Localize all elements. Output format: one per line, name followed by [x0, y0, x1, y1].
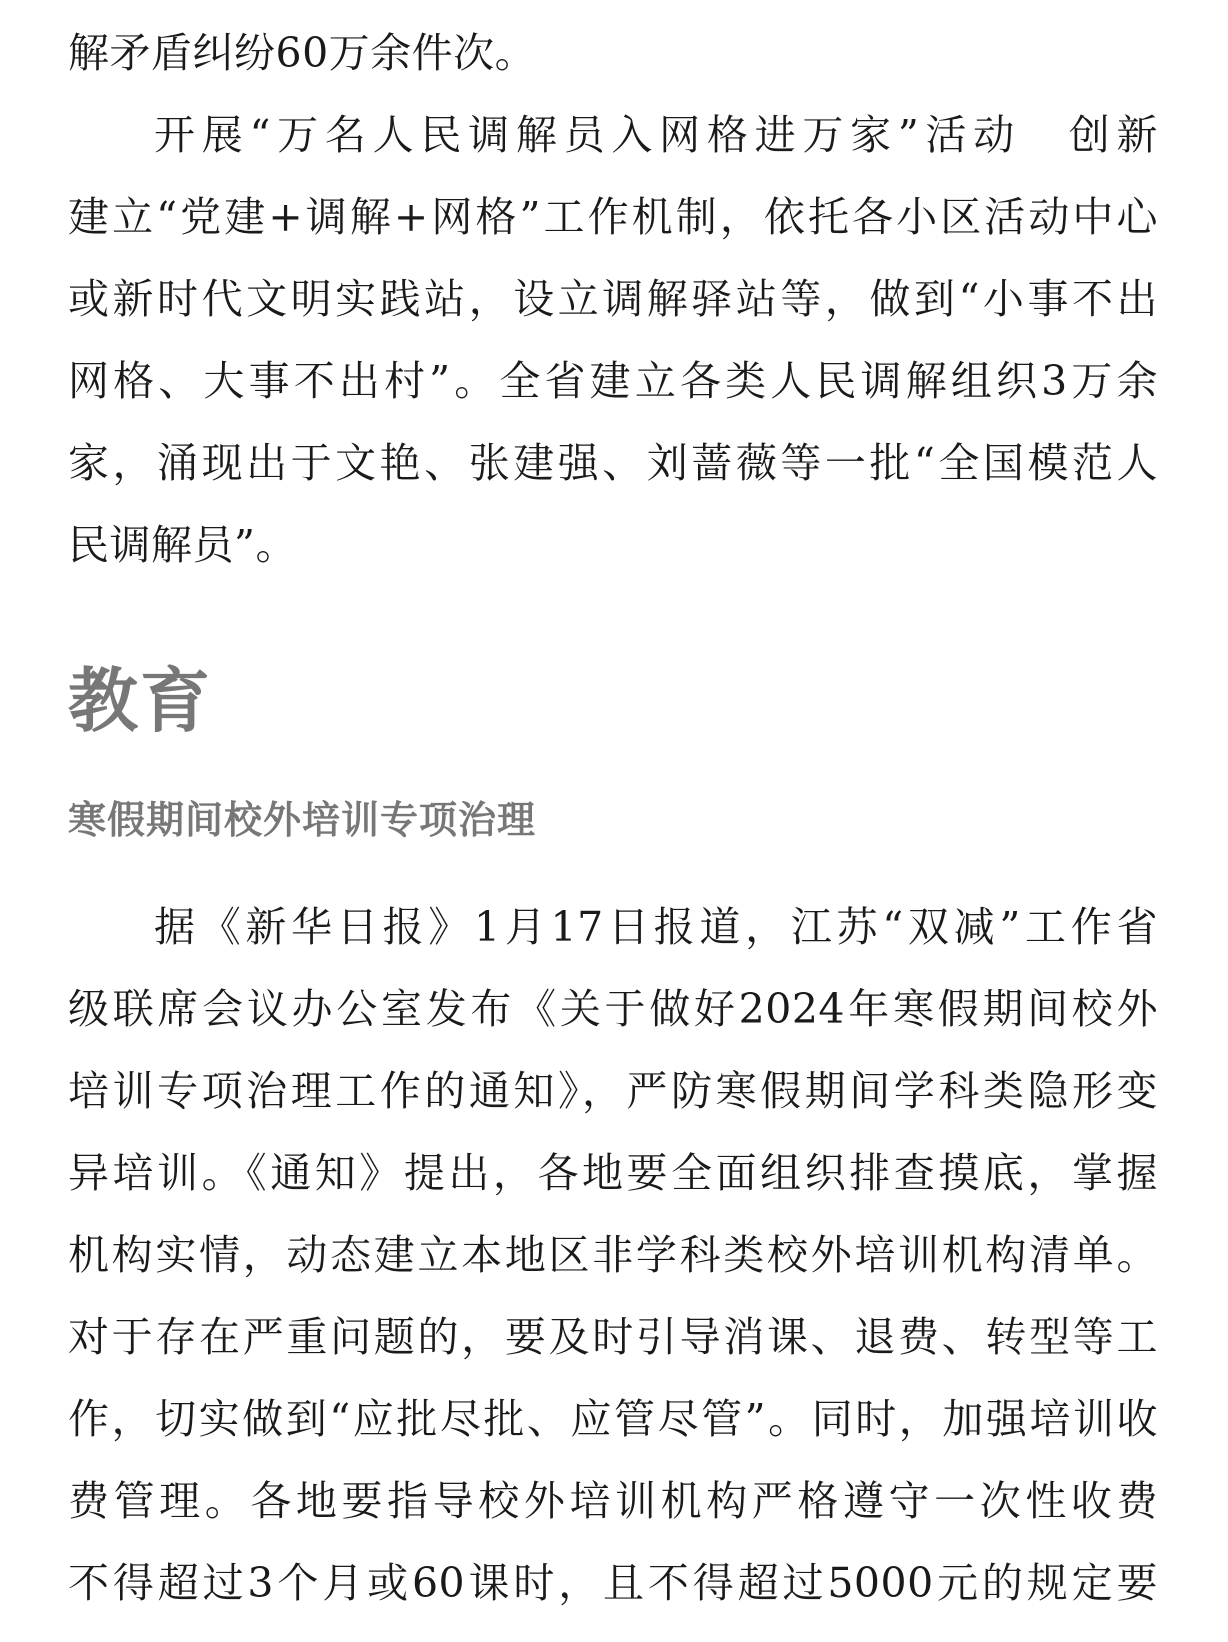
text-line: 机构实情，动态建立本地区非学科类校外培训机构清单。 [68, 1231, 1158, 1279]
text-line: 开展“万名人民调解员入网格进万家”活动 创新 [154, 111, 1158, 159]
paragraph-mediation [68, 94, 1158, 586]
text-line: 作，切实做到“应批尽批、应管尽管”。同时，加强培训收 [68, 1395, 1158, 1443]
text-line: 民调解员”。 [68, 521, 297, 569]
text-line: 异培训。《通知》提出，各地要全面组织排查摸底，掌握 [68, 1149, 1158, 1197]
paragraph-continuation [68, 12, 1158, 94]
text-line: 不得超过3个月或60课时，且不得超过5000元的规定要 [68, 1559, 1158, 1607]
text-line: 对于存在严重问题的，要及时引导消课、退费、转型等工 [68, 1313, 1158, 1361]
sub-title: 寒假期间校外培训专项治理 [68, 797, 537, 842]
text-line: 或新时代文明实践站，设立调解驿站等，做到“小事不出 [68, 275, 1158, 323]
text-line: 建立“党建+调解+网格”工作机制，依托各小区活动中心 [68, 193, 1158, 241]
text-line: 培训专项治理工作的通知》，严防寒假期间学科类隐形变 [68, 1067, 1158, 1115]
paragraph-education [68, 886, 1158, 1624]
top-text-block [68, 0, 1158, 586]
text-line: 家，涌现出于文艳、张建强、刘蔷薇等一批“全国模范人 [68, 439, 1158, 487]
section-title: 教育 [68, 660, 212, 742]
text-line: 级联席会议办公室发布《关于做好2024年寒假期间校外 [68, 985, 1158, 1033]
text-line: 费管理。各地要指导校外培训机构严格遵守一次性收费 [68, 1477, 1158, 1525]
text-line: 据《新华日报》1月17日报道，江苏“双减”工作省 [154, 903, 1158, 951]
text-line: 网格、大事不出村”。全省建立各类人民调解组织3万余 [68, 357, 1158, 405]
text-line: 解矛盾纠纷60万余件次。 [68, 29, 537, 77]
